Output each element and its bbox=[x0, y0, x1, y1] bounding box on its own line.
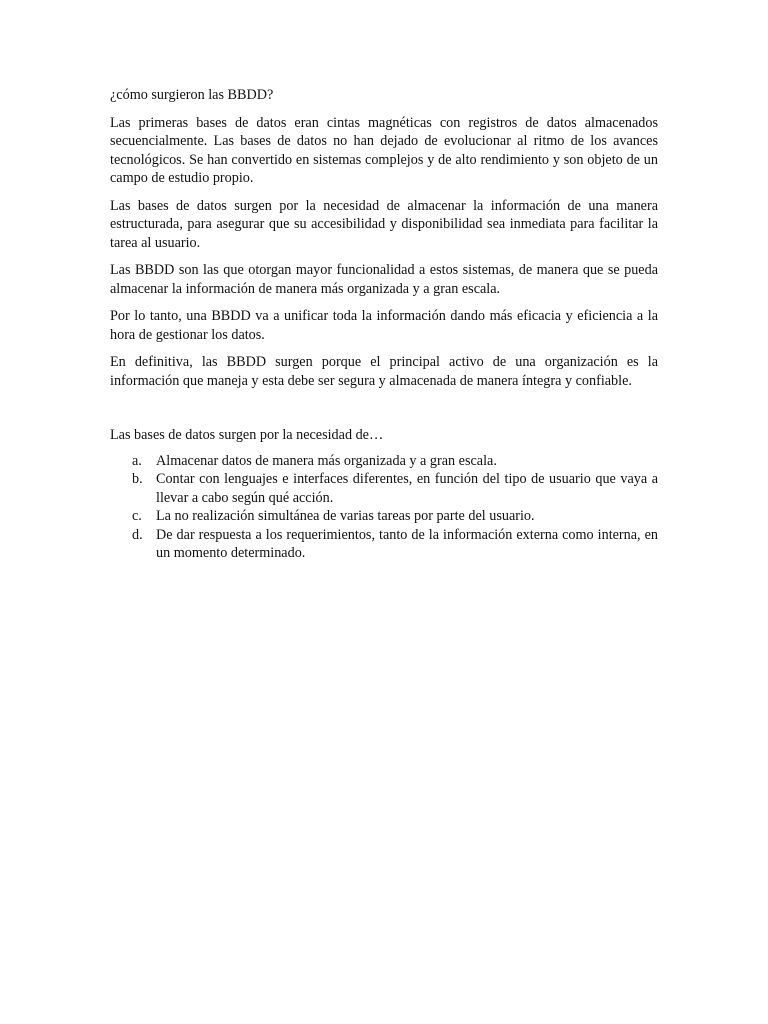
option-d bbox=[110, 526, 658, 563]
document-body bbox=[110, 86, 658, 563]
option-text: La no realización simultánea de varias tareas por parte del usuario. bbox=[156, 508, 535, 524]
option-c bbox=[110, 507, 658, 526]
option-marker: a. bbox=[132, 452, 142, 469]
paragraph-functionality: Las BBDD son las que otorgan mayor funcionalidad a estos sistemas, de manera que se pueda almacenar la información de manera más organizada y a gran escala. bbox=[110, 262, 658, 297]
paragraph-unify: Por lo tanto, una BBDD va a unificar toda la información dando más eficacia y eficiencia a la hora de gestionar los datos. bbox=[110, 308, 658, 343]
section-spacer bbox=[110, 399, 658, 426]
option-marker: c. bbox=[132, 508, 142, 524]
option-marker: b. bbox=[132, 471, 143, 487]
option-a bbox=[110, 452, 658, 471]
paragraph-origin: Las primeras bases de datos eran cintas magnéticas con registros de datos almacenados secuencialmente. Las bases de datos no han dejado de evolucionar al ritmo de los avances tecnológicos. Se han convertido en sistemas complejos y de alto rendimiento y son objeto de un campo de estudio propio. bbox=[110, 114, 658, 186]
option-marker: d. bbox=[132, 526, 143, 543]
option-text: Almacenar datos de manera más organizada y a gran escala. bbox=[156, 452, 497, 469]
option-text: Contar con lenguajes e interfaces diferentes, en función del tipo de usuario que vaya a llevar a cabo según qué acción. bbox=[156, 471, 658, 506]
options-list bbox=[110, 452, 658, 563]
document-title: ¿cómo surgieron las BBDD? bbox=[110, 87, 274, 103]
option-b bbox=[110, 470, 658, 507]
paragraph-need: Las bases de datos surgen por la necesidad de almacenar la información de una manera estructurada, para asegurar que su accesibilidad y disponibilidad sea inmediata para facilitar la tarea al usuario. bbox=[110, 197, 658, 251]
paragraph-conclusion: En definitiva, las BBDD surgen porque el principal activo de una organización es la información que maneja y esta debe ser segura y almacenada de manera íntegra y confiable. bbox=[110, 354, 658, 389]
question-text: Las bases de datos surgen por la necesidad de… bbox=[110, 427, 384, 443]
option-text: De dar respuesta a los requerimientos, tanto de la información externa como interna, en un momento determinado. bbox=[156, 526, 658, 561]
